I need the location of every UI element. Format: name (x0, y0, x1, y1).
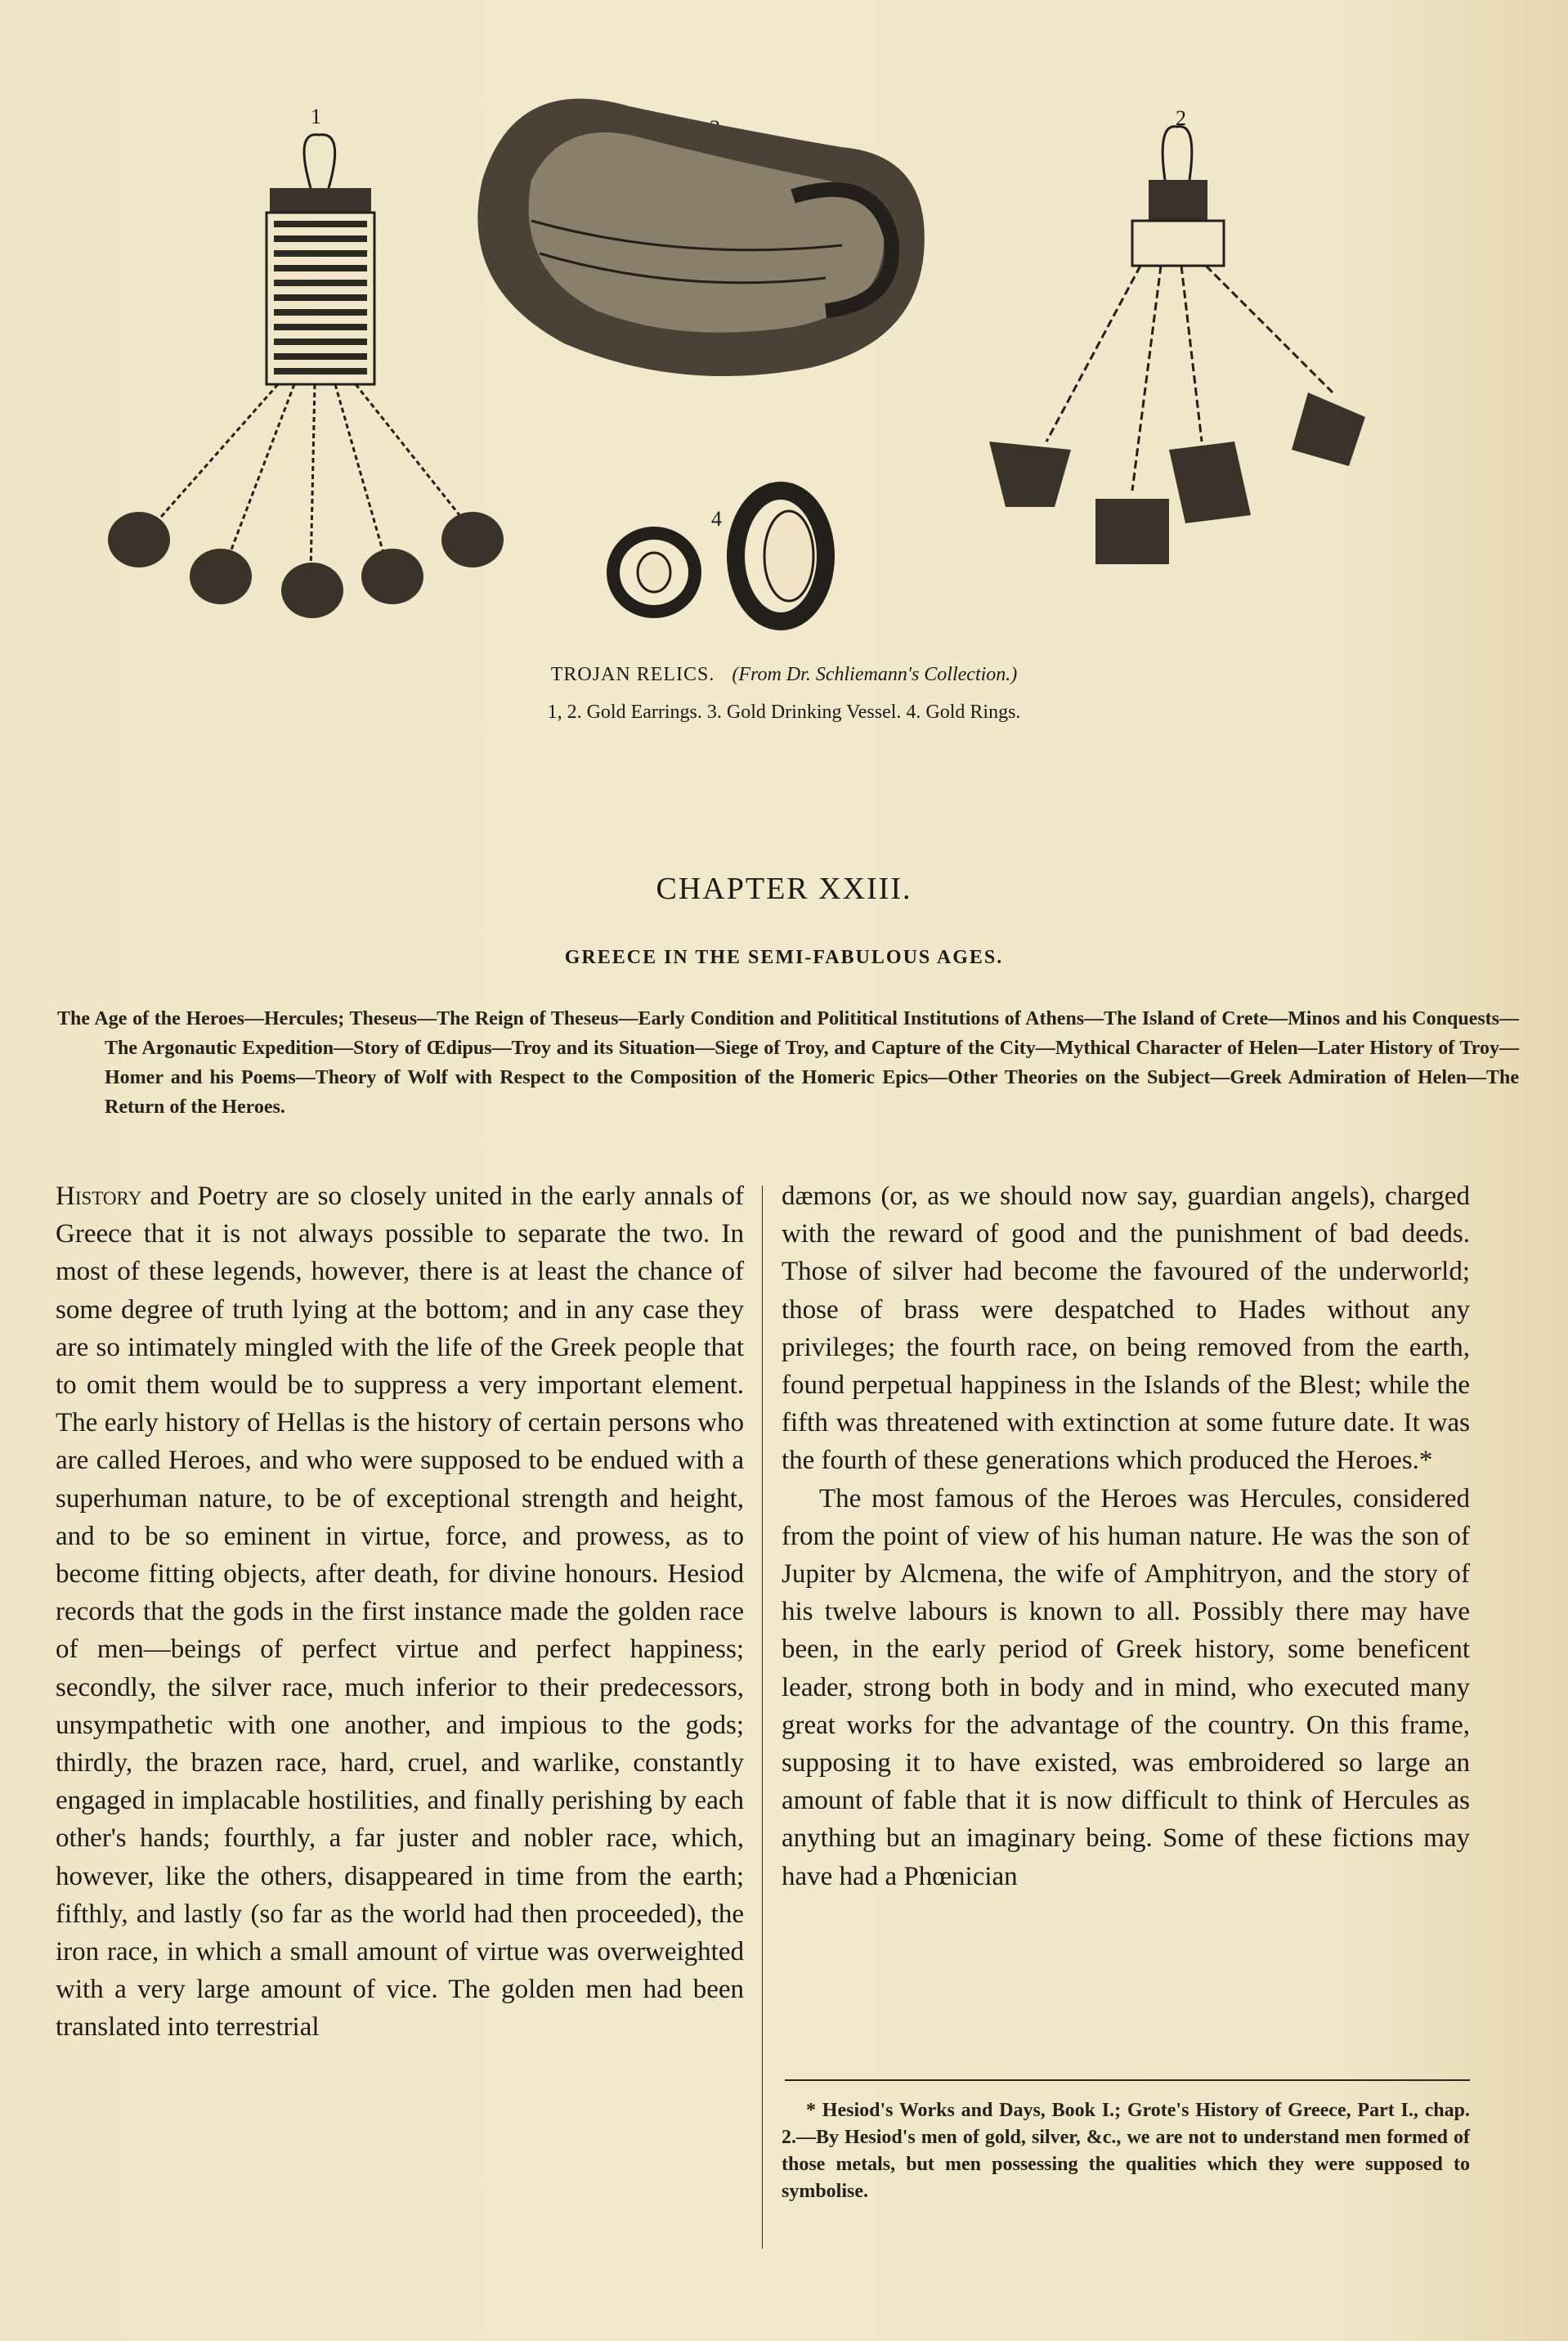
gold-earring-2-drawing (989, 127, 1365, 564)
left-paragraph-text: and Poetry are so closely united in the early annals of Greece that it is not always possible to separate the two. In most of these legends, however, there is at least the chance of some degree of truth lying at the bottom; and in any case they are so intimately mingled with the life of the Greek people that to omit them would be to suppress a very important element. The early history of Hellas is the history of certain persons who are called Heroes, and who were supposed to be endued with a superhuman nature, to be of exceptional strength and height, and to be so eminent in virtue, force, and prowess, as to become fitting objects, after death, for divine honours. Hesiod records that the gods in the first instance made the golden race of men—beings of perfect virtue and perfect happiness; secondly, the silver race, much inferior to their predecessors, unsympathetic with one another, and impious to the gods; thirdly, the brazen race, hard, cruel, and warlike, constantly engaged in implacable hostilities, and finally perishing by each other's hands; fourthly, a far juster and nobler race, which, however, like the others, disappeared in time from the earth; fifthly, and lastly (so far as the world had then proceeded), the iron race, in which a small amount of virtue was overweighted with a very large amount of vice. The golden men had been translated into terrestrial (56, 1182, 744, 2043)
trojan-relics-illustration (106, 98, 1455, 638)
gold-earring-1-drawing (108, 135, 504, 618)
figure-label-1: 1 (311, 105, 321, 128)
figure-label-2: 2 (1176, 106, 1186, 130)
column-divider (762, 1186, 763, 2249)
caption-credit: (From Dr. Schliemann's Collection.) (732, 664, 1018, 685)
chapter-subtitle: GREECE IN THE SEMI-FABULOUS AGES. (564, 947, 1004, 968)
left-paragraph (56, 1177, 744, 2047)
footnote: * Hesiod's Works and Days, Book I.; Grote's History of Greece, Part I., chap. 2.—By Hesiod's men of gold, silver, &c., we are not to understand men formed of those metals, but men possessing the qualities which they were supposed to symbolise. (782, 2100, 1470, 2202)
right-paragraph-2: The most famous of the Heroes was Hercules, considered from the point of view of his human nature. He was the son of Jupiter by Alcmena, the wife of Amphitryon, and the story of his twelve labours is known to all. Possibly there may have been, in the early period of Greek history, some beneficent leader, strong both in body and in mind, who executed many great works for the advantage of the country. On this frame, supposing it to have existed, was embroidered so large an amount of fable that it is now difficult to think of Hercules as anything but an imaginary being. Some of these fictions may have had a Phœnician (782, 1483, 1470, 1891)
left-column (56, 1177, 744, 2047)
gold-drinking-vessel-drawing (477, 99, 924, 376)
drop-word: History (56, 1182, 142, 1211)
right-column (782, 1177, 1470, 1895)
chapter-title: CHAPTER XXIII. (656, 872, 912, 906)
right-paragraph-1: dæmons (or, as we should now say, guardian angels), charged with the reward of good and the punishment of bad deeds. Those of silver had become the favoured of the underworld; those of brass were despatched to Hades without any privileges; the fourth race, on being removed from the earth, found perpetual happiness in the Islands of the Blest; while the fifth was threatened with extinction at some future date. It was the fourth of these generations which produced the Heroes.* (782, 1182, 1470, 1476)
figure-label-4: 4 (711, 507, 722, 531)
chapter-synopsis: The Age of the Heroes—Hercules; Theseus—The Reign of Theseus—Early Condition and Polititical Institutions of Athens—The Island of Crete—Minos and his Conquests—The Argonautic Expedition—Story of Œdipus—Troy and its Situation—Siege of Troy, and Capture of the City—Mythical Character of Helen—Later History of Troy—Homer and his Poems—Theory of Wolf with Respect to the Composition of the Homeric Epics—Other Theories on the Subject—Greek Admiration of Helen—The Return of the Heroes. (57, 1008, 1519, 1118)
footnote-rule (785, 2079, 1470, 2081)
figure-caption-title (0, 664, 1568, 686)
caption-title: TROJAN RELICS. (550, 664, 715, 685)
gold-rings-drawing (613, 491, 826, 621)
figure-caption-items: 1, 2. Gold Earrings. 3. Gold Drinking Vessel. 4. Gold Rings. (547, 702, 1021, 723)
